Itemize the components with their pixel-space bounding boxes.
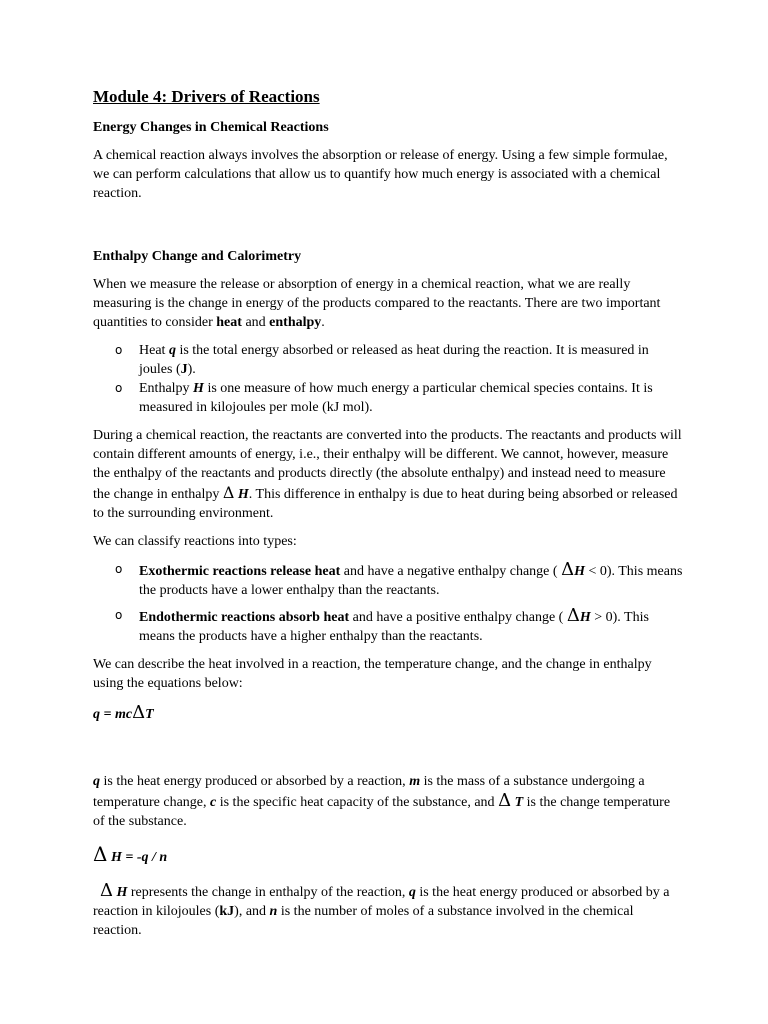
delta-symbol: Δ xyxy=(132,702,146,723)
heading-enthalpy-calorimetry: Enthalpy Change and Calorimetry xyxy=(93,249,302,264)
equation-heat: q = mcΔT xyxy=(93,702,154,723)
module-title: Module 4: Drivers of Reactions xyxy=(93,87,320,106)
delta-symbol: Δ xyxy=(222,483,235,502)
quantities-list xyxy=(93,341,683,417)
list-item-endothermic: o Endothermic reactions absorb heat and have a positive enthalpy change ( ΔH > 0). This means the products have a higher enthalpy than the reactants. xyxy=(115,605,649,644)
delta-symbol: Δ xyxy=(100,880,113,901)
quantities-paragraph: When we measure the release or absorption of energy in a chemical reaction, what we are really measuring is the change in energy of the products compared to the reactants. There are two important quantities to consider heat and enthalpy. xyxy=(93,277,661,330)
delta-symbol: Δ xyxy=(498,790,512,811)
describe-paragraph: We can describe the heat involved in a reaction, the temperature change, and the change in enthalpy using the equations below: xyxy=(93,657,652,691)
equation-enthalpy: Δ H = -q / n xyxy=(93,842,168,866)
enthalpy-change-paragraph: During a chemical reaction, the reactants are converted into the products. The reactants and products will contain different amounts of energy, i.e., their enthalpy will be different. We cannot, however, measure the enthalpy of the reactants and products directly (the absolute enthalpy) and instead need to measure the change in enthalpy Δ H. This difference in enthalpy is due to heat during being absorbed or released to the surrounding environment. xyxy=(93,428,682,521)
bullet-marker: o xyxy=(115,562,123,576)
reaction-types-list xyxy=(93,560,683,646)
list-item-heat: o Heat q is the total energy absorbed or released as heat during the reaction. It is measured in joules (J). xyxy=(115,343,649,377)
delta-symbol: Δ xyxy=(93,842,108,866)
bullet-marker: o xyxy=(115,381,123,395)
bullet-marker: o xyxy=(115,608,123,622)
intro-paragraph: A chemical reaction always involves the absorption or release of energy. Using a few simple formulae, we can perform calculations that allow us to quantify how much energy is associated with a chemical reaction. xyxy=(93,148,668,201)
delta-symbol: Δ xyxy=(561,559,575,580)
equation-heat-description: q is the heat energy produced or absorbed by a reaction, m is the mass of a substance undergoing a temperature change, c is the specific heat capacity of the substance, and Δ T is the change temperature of the substance. xyxy=(93,774,671,829)
list-item-exothermic: o Exothermic reactions release heat and have a negative enthalpy change ( ΔH < 0). This means the products have a lower enthalpy than the reactants. xyxy=(115,559,683,598)
document-page xyxy=(93,86,683,949)
delta-symbol: Δ xyxy=(566,605,580,626)
classify-paragraph: We can classify reactions into types: xyxy=(93,534,297,549)
bullet-marker: o xyxy=(115,343,123,357)
equation-enthalpy-description: Δ H represents the change in enthalpy of the reaction, q is the heat energy produced or absorbed by a reaction in kilojoules (kJ), and n is the number of moles of a substance involved in the chemical reaction. xyxy=(93,880,670,938)
heading-energy-changes: Energy Changes in Chemical Reactions xyxy=(93,120,329,135)
list-item-enthalpy: o Enthalpy H is one measure of how much energy a particular chemical species contains. It is measured in kilojoules per mole (kJ mol). xyxy=(115,381,653,415)
